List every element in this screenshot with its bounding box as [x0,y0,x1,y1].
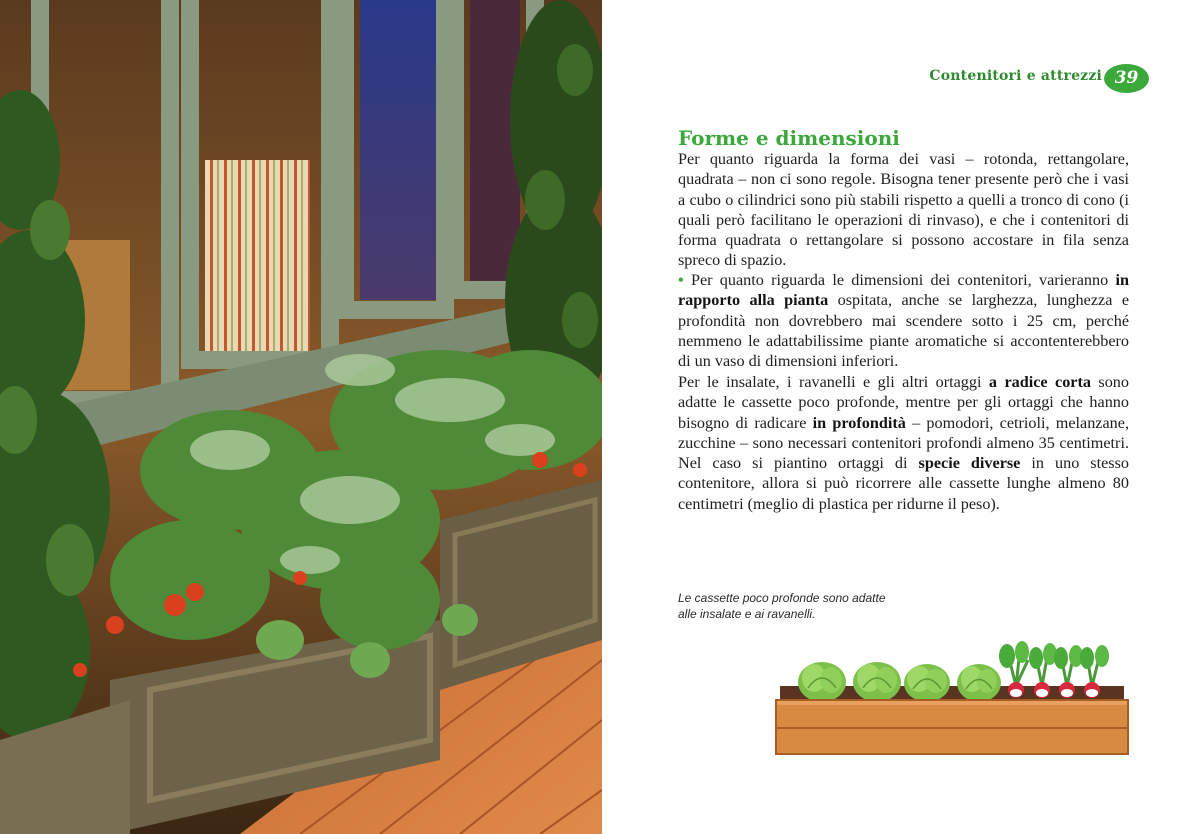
text-run: ospitata, anche se larghezza, lunghezza e profondità non dovrebbero mai scendere sotto i 25 cm, perché nemmeno le adattabilissime piante aromatiche si accontenterebbero di un vaso di dimensioni inferiori. [678,291,1130,371]
bold-phrase: specie diverse [918,454,1021,473]
text-run: Per quanto riguarda le dimensioni dei contenitori, varieranno [683,271,1116,289]
page-number-badge: 39 [1104,64,1149,93]
vegetable-crate-illustration [774,640,1130,756]
text-run: sono adatte le cassette poco profonde, mentre per gli ortaggi che hanno bisogno di radicare [678,373,1129,432]
caption-line: Le cassette poco profonde sono adatte [678,591,886,605]
section-heading: Forme e dimensioni [678,126,900,150]
text-run: – pomodori, cetrioli, melanzane, zucchine – sono necessari contenitori profondi almeno 35 centimetri. Nel caso si piantino ortaggi di [678,413,1129,473]
paragraph-shapes: Per quanto riguarda la forma dei vasi – rotonda, rettangolare, quadrata – non ci sono regole. Bisogna tener presente però che i vasi a cubo o cilindrici sono più stabili rispetto a quelli a tronco di cono (i quali però facilitano le operazioni di rinvaso), e che i contenitori di forma quadrata o rettangolare si possono accostare in fila senza spreco di spazio. [678,150,1129,270]
chapter-title: Contenitori e attrezzi [929,68,1102,84]
text-run: Per le insalate, i ravanelli e gli altri ortaggi [678,373,989,391]
bullet-mark: • [678,271,684,289]
illustration-caption [678,590,938,622]
bold-phrase: in rapporto alla pianta [678,271,1129,310]
paragraph-vegetables [678,372,1129,514]
bold-phrase: a radice corta [988,373,1091,391]
text-run: in uno stesso contenitore, allora si può ricorrere alle cassette lunghe almeno 80 centimetri (meglio di plastica per ridurne il peso). [678,454,1129,513]
caption-line: alle insalate e ai ravanelli. [678,607,816,621]
bold-phrase: in profondità [812,413,906,432]
paragraph-sizes [678,270,1129,371]
running-head [602,64,1150,94]
